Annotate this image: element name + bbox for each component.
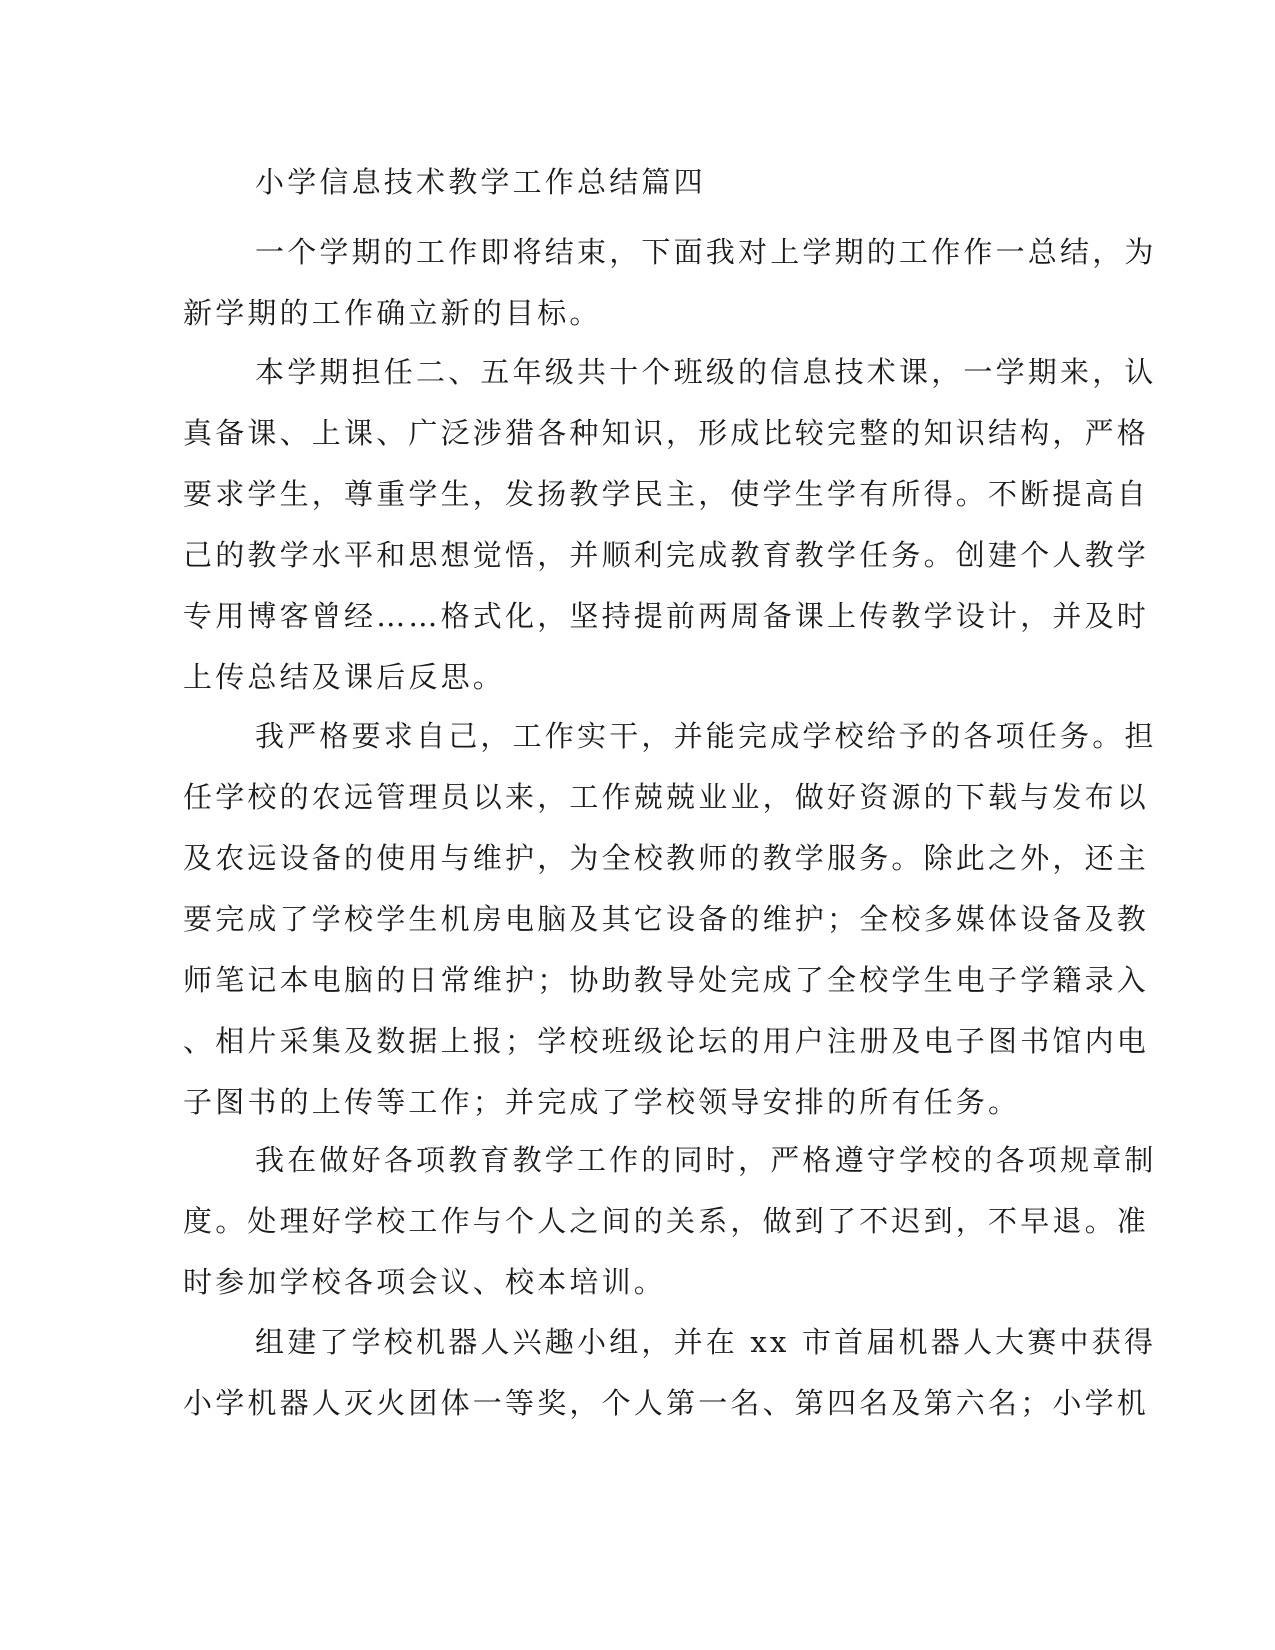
paragraph-line: 任学校的农远管理员以来，工作兢兢业业，做好资源的下载与发布以 [183,780,1150,814]
paragraph-1 [183,222,1157,344]
paragraph-line: 真备课、上课、广泛涉猎各种知识，形成比较完整的知识结构，严格 [183,416,1150,450]
paragraph-line: 及农远设备的使用与维护，为全校教师的教学服务。除此之外，还主 [183,841,1150,875]
paragraph-line: 度。处理好学校工作与个人之间的关系，做到了不迟到，不早退。准 [183,1204,1150,1238]
document-title: 小学信息技术教学工作总结篇四 [255,165,706,199]
paragraph-line: 上传总结及课后反思。 [183,660,506,694]
paragraph-line: 专用博客曾经……格式化，坚持提前两周备课上传教学设计，并及时 [183,599,1150,633]
paragraph-2 [183,342,1157,708]
paragraph-line: 组建了学校机器人兴趣小组，并在 xx 市首届机器人大赛中获得 [255,1325,1157,1359]
paragraph-line: 要求学生，尊重学生，发扬教学民主，使学生学有所得。不断提高自 [183,477,1150,511]
paragraph-5 [183,1312,1157,1434]
paragraph-line: 子图书的上传等工作；并完成了学校领导安排的所有任务。 [183,1085,1021,1119]
paragraph-line: 本学期担任二、五年级共十个班级的信息技术课，一学期来，认 [255,355,1157,389]
paragraph-line: 己的教学水平和思想觉悟，并顺利完成教育教学任务。创建个人教学 [183,538,1150,572]
paragraph-line: 一个学期的工作即将结束，下面我对上学期的工作作一总结，为 [255,235,1157,269]
paragraph-line: 我严格要求自己，工作实干，并能完成学校给予的各项任务。担 [255,719,1157,753]
paragraph-3 [183,706,1157,1133]
paragraph-line: 我在做好各项教育教学工作的同时，严格遵守学校的各项规章制 [255,1143,1157,1177]
paragraph-line: 新学期的工作确立新的目标。 [183,296,602,330]
paragraph-line: 要完成了学校学生机房电脑及其它设备的维护；全校多媒体设备及教 [183,902,1150,936]
paragraph-line: 、相片采集及数据上报；学校班级论坛的用户注册及电子图书馆内电 [183,1024,1150,1058]
paragraph-4 [183,1130,1157,1313]
paragraph-line: 时参加学校各项会议、校本培训。 [183,1265,667,1299]
paragraph-line: 小学机器人灭火团体一等奖，个人第一名、第四名及第六名；小学机 [183,1386,1150,1420]
paragraph-line: 师笔记本电脑的日常维护；协助教导处完成了全校学生电子学籍录入 [183,963,1150,997]
